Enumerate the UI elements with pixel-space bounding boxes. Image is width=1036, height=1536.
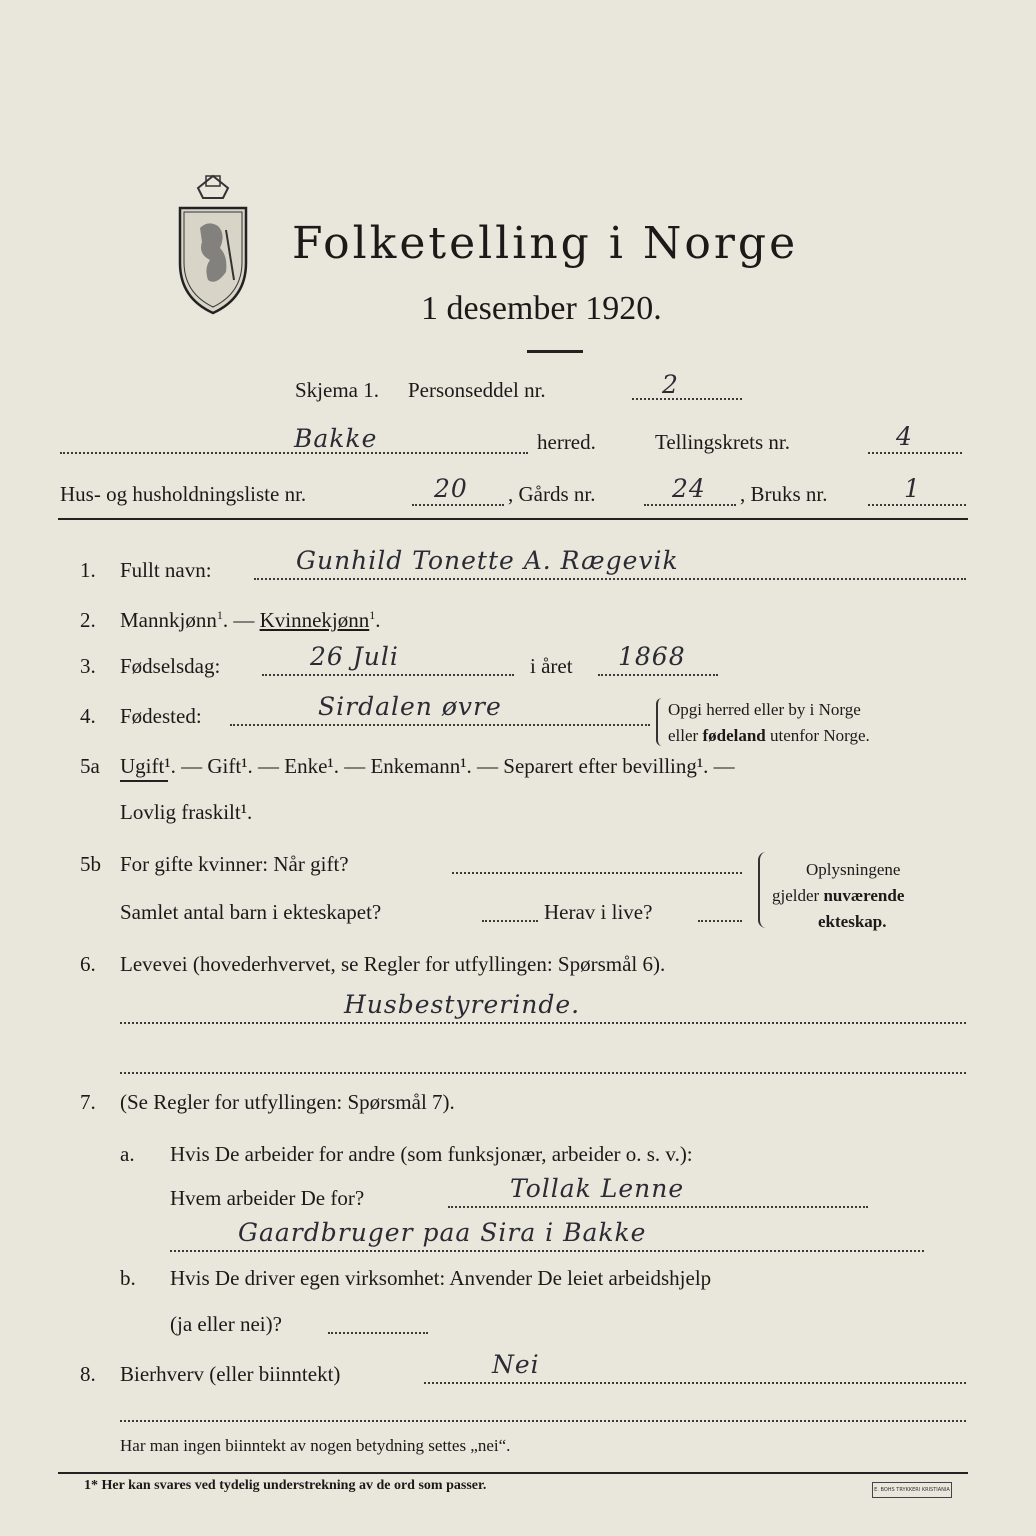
gards-value: 24 — [672, 474, 706, 503]
q7a-letter: a. — [120, 1142, 135, 1166]
q8-number: 8. — [80, 1362, 96, 1386]
q4-note-line2: eller fødeland utenfor Norge. — [668, 726, 870, 745]
q1-label: Fullt navn: — [120, 558, 212, 582]
bruks-value: 1 — [904, 474, 921, 503]
q5b-brace — [758, 852, 766, 928]
q3-value: 26 Juli — [310, 642, 399, 671]
q8-line — [424, 1382, 966, 1384]
q5b-alive-label: Herav i live? — [544, 900, 653, 924]
q4-brace — [656, 698, 662, 746]
q2-options: Mannkjønn$^1$. — Kvinnekjønn$^1$. — [120, 608, 381, 632]
q4-label: Fødested: — [120, 704, 202, 728]
tellingskrets-line — [868, 452, 962, 454]
tellingskrets-label: Tellingskrets nr. — [655, 430, 791, 454]
hus-label: Hus- og husholdningsliste nr. — [60, 482, 307, 506]
q5b-note3: ekteskap. — [818, 912, 887, 931]
q5b-married-line — [452, 872, 742, 874]
q3-year-line — [598, 674, 718, 676]
q8-label: Bierhverv (eller biinntekt) — [120, 1362, 341, 1386]
q7-number: 7. — [80, 1090, 96, 1114]
bruks-line — [868, 504, 966, 506]
q4-value: Sirdalen øvre — [318, 692, 502, 721]
q7-label: (Se Regler for utfyllingen: Spørsmål 7). — [120, 1090, 455, 1114]
q7b-letter: b. — [120, 1266, 136, 1290]
schema-label: Skjema 1. — [295, 378, 379, 402]
q6-line2 — [120, 1072, 966, 1074]
q5b-children-line — [482, 920, 538, 922]
q2-option-male: Mannkjønn — [120, 608, 217, 632]
personseddel-line — [632, 398, 742, 400]
q7a-line2 — [170, 1250, 924, 1252]
q1-line — [254, 578, 966, 580]
q5b-number: 5b — [80, 852, 101, 876]
q5b-children-label: Samlet antal barn i ekteskapet? — [120, 900, 382, 924]
herred-value: Bakke — [294, 424, 378, 453]
q3-year-label: i året — [530, 654, 573, 678]
q1-number: 1. — [80, 558, 96, 582]
q2-option-female: Kvinnekjønn — [259, 608, 370, 632]
q2-number: 2. — [80, 608, 96, 632]
q8-value: Nei — [492, 1350, 540, 1379]
q3-line — [262, 674, 514, 676]
footer-note: Har man ingen biinntekt av nogen betydning settes „nei“. — [120, 1436, 511, 1455]
bruks-label: , Bruks nr. — [740, 482, 828, 506]
q5a-ugift-underline — [120, 780, 168, 782]
tellingskrets-value: 4 — [896, 422, 913, 451]
q7a-line1 — [448, 1206, 868, 1208]
q4-note-line1: Opgi herred eller by i Norge — [668, 700, 861, 719]
footer-divider — [58, 1472, 968, 1474]
q4-number: 4. — [80, 704, 96, 728]
q5b-note1: Oplysningene — [806, 860, 901, 879]
gards-line — [644, 504, 736, 506]
q6-label: Levevei (hovederhvervet, se Regler for utfyllingen: Spørsmål 6). — [120, 952, 666, 976]
q7b-text: Hvis De driver egen virksomhet: Anvender De leiet arbeidshjelp — [170, 1266, 712, 1290]
q5b-line1: For gifte kvinner: Når gift? — [120, 852, 349, 876]
gards-label: , Gårds nr. — [508, 482, 596, 506]
title-divider — [527, 350, 583, 353]
header-divider — [58, 518, 968, 520]
q4-line — [230, 724, 650, 726]
q5b-alive-line — [698, 920, 742, 922]
footnote: 1* Her kan svares ved tydelig understrekning av de ord som passer. — [84, 1478, 487, 1493]
q6-value: Husbestyrerinde. — [344, 990, 581, 1019]
hus-value: 20 — [434, 474, 468, 503]
form-subtitle: 1 desember 1920. — [421, 290, 662, 327]
q6-line1 — [120, 1022, 966, 1024]
q7b-line — [328, 1332, 428, 1334]
herred-label: herred. — [537, 430, 596, 454]
q5a-line1: Ugift¹. — Gift¹. — Enke¹. — Enkemann¹. — Separert efter bevilling¹. — — [120, 754, 735, 778]
q5a-number: 5a — [80, 754, 100, 778]
q7a-value2: Gaardbruger paa Sira i Bakke — [238, 1218, 647, 1247]
hus-line — [412, 504, 504, 506]
q3-label: Fødselsdag: — [120, 654, 221, 678]
personseddel-label: Personseddel nr. — [408, 378, 546, 402]
q7a-question: Hvem arbeider De for? — [170, 1186, 365, 1210]
q8-line2 — [120, 1420, 966, 1422]
q5a-line2: Lovlig fraskilt¹. — [120, 800, 253, 824]
q5b-note2: gjelder nuværende — [772, 886, 905, 905]
q1-value: Gunhild Tonette A. Rægevik — [296, 546, 679, 575]
printer-stamp: E. BOHS TRYKKERI KRISTIANIA — [872, 1482, 952, 1498]
q6-number: 6. — [80, 952, 96, 976]
q3-number: 3. — [80, 654, 96, 678]
q7a-value1: Tollak Lenne — [510, 1174, 685, 1203]
form-title: Folketelling i Norge — [292, 218, 799, 269]
coat-of-arms-icon — [168, 168, 258, 318]
personseddel-value: 2 — [662, 370, 679, 399]
q7b-question: (ja eller nei)? — [170, 1312, 282, 1336]
q7a-text: Hvis De arbeider for andre (som funksjonær, arbeider o. s. v.): — [170, 1142, 693, 1166]
q3-year-value: 1868 — [618, 642, 686, 671]
